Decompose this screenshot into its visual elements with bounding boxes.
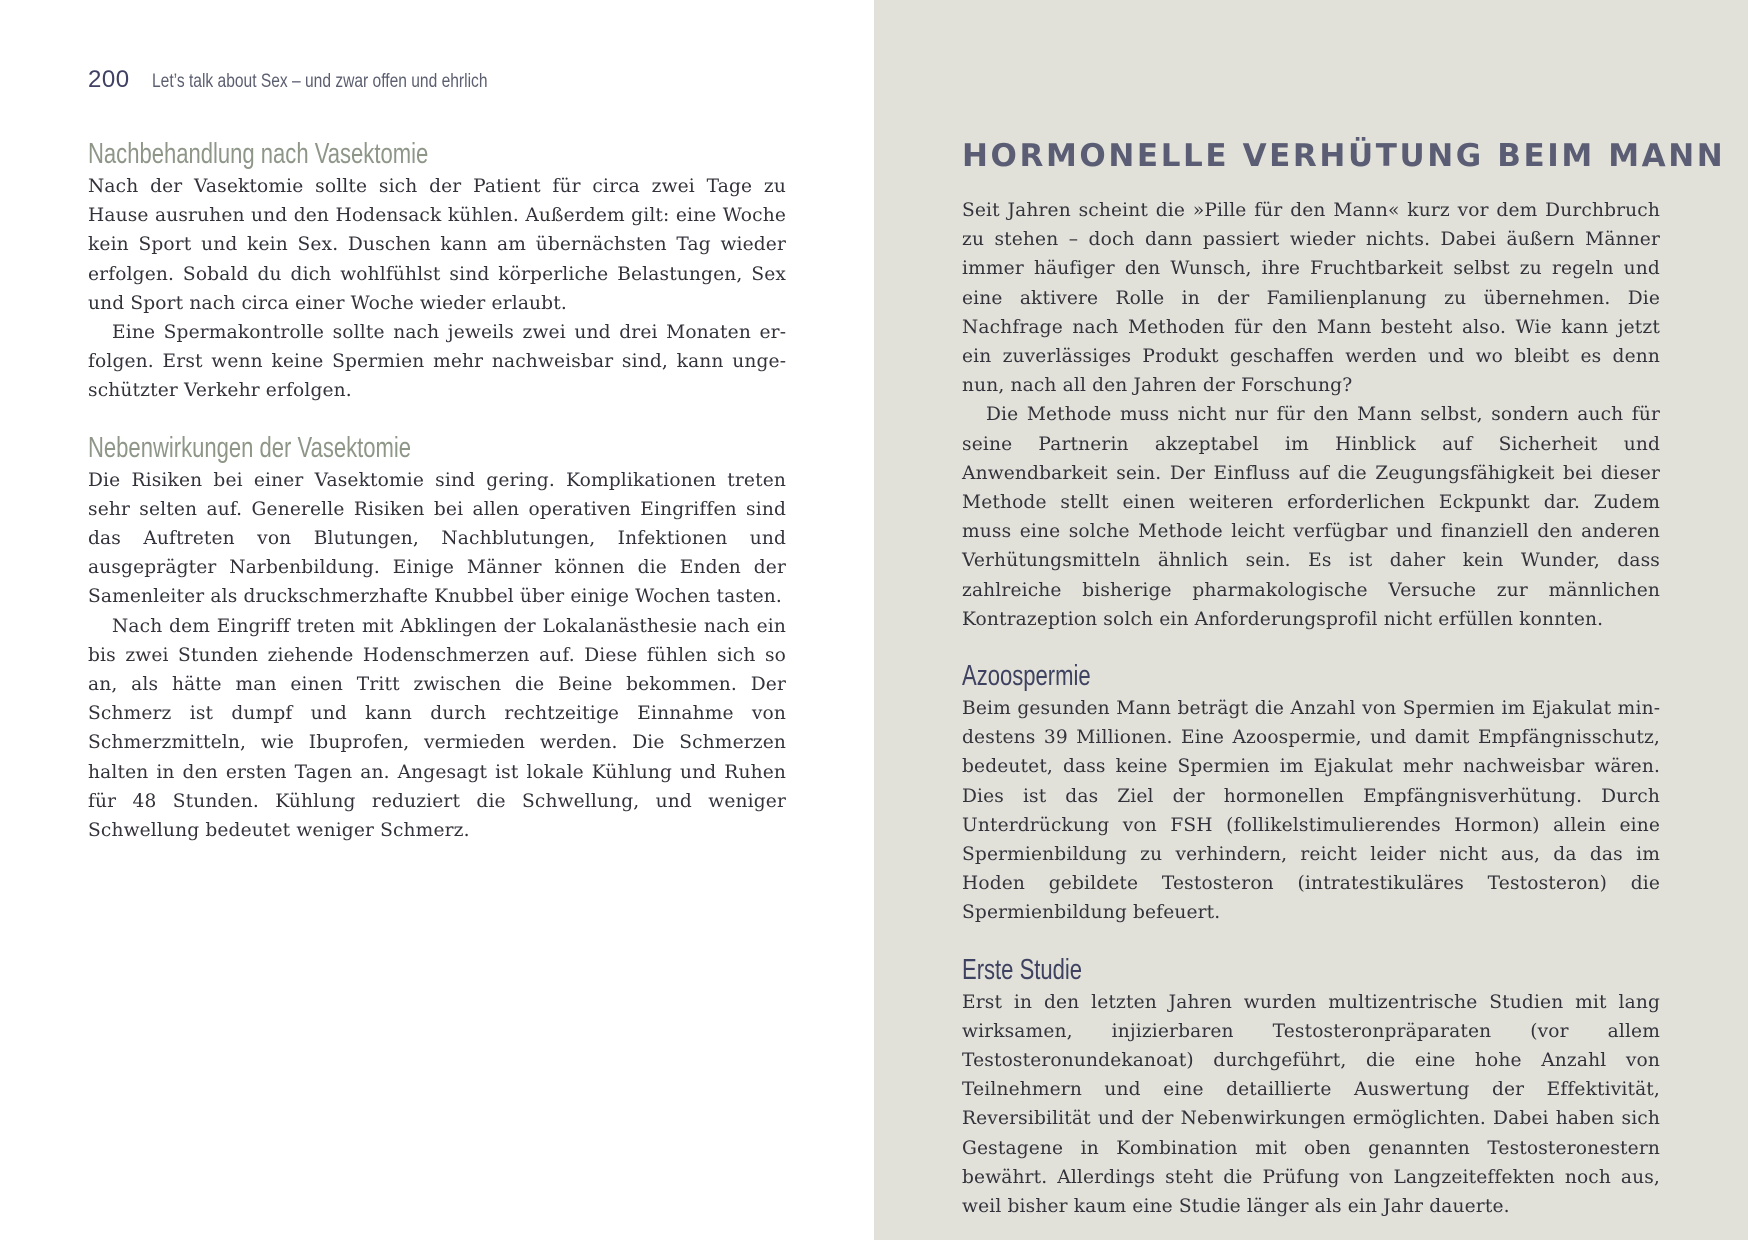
section-heading-first-study: Erste Studie bbox=[962, 953, 1083, 986]
page-number: 200 bbox=[88, 66, 130, 93]
right-page-infobox bbox=[874, 0, 1748, 1240]
paragraph: Die Methode muss nicht nur für den Mann selbst, sondern auch für seine Partnerin akzeptabel im Hinblick auf Sicherheit und Anwendbarkeit sein. Der Einfluss auf die Zeugungsfähigkeit bei dieser Methode stellt einen weiteren erforderlichen Eckpunkt dar. Zudem muss eine solche Methode leicht verfügbar und finanziell den anderen Verhütungsmitteln ähnlich sein. Es ist daher kein Wunder, dass zahlreiche bisherige pharmakologische Versuche zur männlichen Kontrazeption solch ein Anforderungsprofil nicht erfüllen konnten. bbox=[962, 404, 1660, 630]
running-title: Let’s talk about Sex – und zwar offen und ehrlich bbox=[151, 71, 488, 92]
right-column bbox=[962, 136, 1726, 1221]
paragraph: Beim gesunden Mann beträgt die Anzahl von Spermien im Ejakulat mindestens 39 Millionen. Eine Azoospermie, und damit Empfängnisschutz, bedeutet, dass keine Spermien im Ejakulat mehr nachweisbar wären. Dies ist das Ziel der hormonellen Empfängnisverhütung. Durch Unterdrückung von FSH (follikelstimulierendes Hormon) allein eine Spermienbildung zu verhindern, reicht leider nicht aus, da das im Hoden gebildete Testosteron (intratestikuläres Testosteron) die Spermienbildung befeuert. bbox=[962, 698, 1660, 924]
section-heading-side-effects: Nebenwirkungen der Vasektomie bbox=[88, 431, 412, 464]
paragraph: Die Risiken bei einer Vasektomie sind gering. Komplikationen treten sehr selten auf. Generelle Risiken bei allen operativen Eingriffen sind das Auftreten von Blutungen, Nachblutungen, Infektionen und ausgeprägter Narbenbildung. Einige Männer können die Enden der Samenleiter als druckschmerzhafte Knubbel über einige Wochen tasten. bbox=[88, 469, 786, 608]
paragraph: Nach dem Eingriff treten mit Abklingen der Lokalanästhesie nach ein bis zwei Stunden ziehende Hodenschmerzen auf. Diese fühlen sich so an, als hätte man einen Tritt zwischen die Beine bekommen. Der Schmerz ist dumpf und kann durch rechtzeitige Einnahme von Schmerzmitteln, wie Ibuprofen, vermieden werden. Die Schmerzen halten in den ersten Tagen an. Angesagt ist lokale Kühlung und Ruhen für 48 Stunden. Kühlung reduziert die Schwellung, und weniger Schwellung bedeutet weniger Schmerz. bbox=[88, 615, 786, 842]
running-head bbox=[88, 66, 561, 94]
section-heading-azoospermia: Azoospermie bbox=[962, 660, 1091, 693]
infobox-title: HORMONELLE VERHÜTUNG BEIM MANN bbox=[962, 138, 1726, 174]
paragraph: Erst in den letzten Jahren wurden multizentrische Studien mit lang wirksamen, injizierbaren Testosteronpräparaten (vor allem Testosteronundekanoat) durchgeführt, die eine hohe Anzahl von Teilnehmern und eine detaillierte Auswertung der Effektivität, Reversibilität und der Nebenwirkungen ermöglichten. Dabei haben sich Gestagene in Kombination mit oben genannten Testosteronestern bewährt. Allerdings steht die Prüfung von Langzeiteffekten noch aus, weil bisher kaum eine Studie länger als ein Jahr dauerte. bbox=[962, 991, 1660, 1218]
paragraph: Eine Spermakontrolle sollte nach jeweils zwei und drei Monaten erfolgen. Erst wenn keine Spermien mehr nachweisbar sind, kann ungeschützter Verkehr erfolgen. bbox=[88, 322, 786, 402]
paragraph: Seit Jahren scheint die »Pille für den Mann« kurz vor dem Durchbruch zu stehen – doch dann passiert wieder nichts. Dabei äußern Männer immer häufiger den Wunsch, ihre Fruchtbarkeit selbst zu regeln und eine aktivere Rolle in der Familienplanung zu übernehmen. Die Nachfrage nach Methoden für den Mann besteht also. Wie kann jetzt ein zuverlässiges Produkt geschaffen werden und wo bleibt es denn nun, nach all den Jahren der Forschung? bbox=[962, 200, 1660, 397]
paragraph: Nach der Vasektomie sollte sich der Patient für circa zwei Tage zu Hause ausruhen und den Hodensack kühlen. Außerdem gilt: eine Woche kein Sport und kein Sex. Duschen kann am übernächsten Tag wieder erfolgen. Sobald du dich wohlfühlst sind körperliche Belastungen, Sex und Sport nach circa einer Woche wieder erlaubt. bbox=[88, 176, 786, 314]
section-heading-aftercare: Nachbehandlung nach Vasektomie bbox=[88, 138, 429, 170]
left-column bbox=[88, 136, 786, 845]
